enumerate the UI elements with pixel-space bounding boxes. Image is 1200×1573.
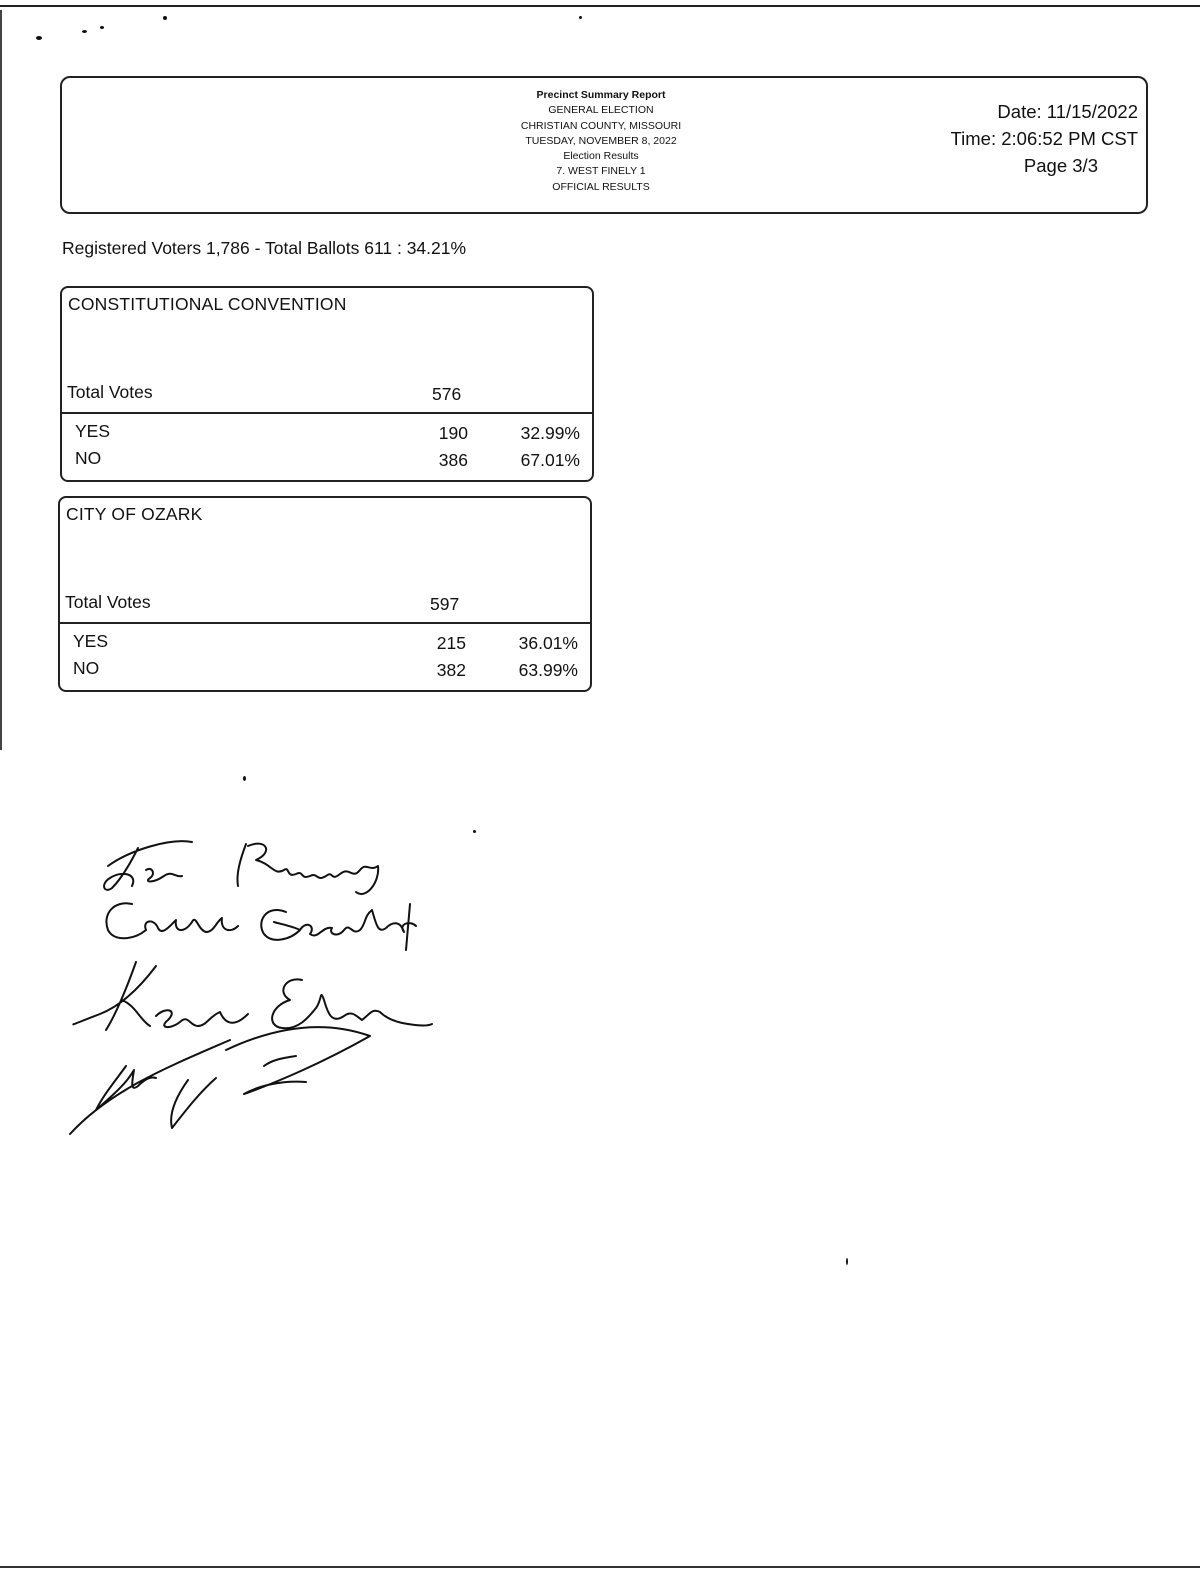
choice-label: NO [75,448,102,468]
scan-speck [846,1258,848,1265]
signatures [60,830,440,1150]
choice-label: YES [73,631,109,651]
choice-percent: 32.99% [520,423,580,443]
scan-speck [36,36,42,40]
total-votes-value: 576 [432,384,462,404]
report-time: Time: 2:06:52 PM CST [950,128,1138,149]
choice-votes: 382 [436,660,466,680]
contest-divider [60,622,590,624]
contest-box [60,286,594,482]
choice-row [60,658,590,684]
scan-edge-bottom [0,1566,1200,1568]
scan-speck [473,830,476,833]
county-name: CHRISTIAN COUNTY, MISSOURI [520,119,682,132]
report-meta [951,98,1138,179]
election-date: TUESDAY, NOVEMBER 8, 2022 [525,134,677,147]
report-title-block [392,88,810,195]
election-name: GENERAL ELECTION [548,104,654,117]
scan-speck [243,776,246,781]
choice-percent: 63.99% [518,660,578,680]
signature-3 [73,962,432,1030]
scan-speck [579,16,582,19]
contest-divider [62,412,592,414]
scan-speck [82,30,87,33]
choice-votes: 190 [438,423,468,443]
results-label: Election Results [563,150,639,163]
signature-4 [70,1027,370,1134]
signature-2 [106,903,416,950]
signature-1 [104,841,378,894]
page-number: Page 3/3 [1023,155,1098,176]
total-votes-row [60,592,590,616]
official-label: OFFICIAL RESULTS [552,180,650,193]
scan-speck [163,16,167,20]
report-header [60,76,1148,214]
total-votes-label: Total Votes [67,382,153,402]
choice-percent: 67.01% [520,450,580,470]
choice-votes: 215 [436,633,466,653]
contest-box [58,496,592,692]
contest-title: CONSTITUTIONAL CONVENTION [68,294,347,314]
total-votes-row [62,382,592,406]
scan-speck [100,26,104,29]
choice-percent: 36.01% [518,633,578,653]
contest-title: CITY OF OZARK [66,504,203,524]
total-votes-label: Total Votes [65,592,151,612]
choice-votes: 386 [438,450,468,470]
scan-edge-top [0,5,1200,7]
turnout-summary: Registered Voters 1,786 - Total Ballots 611 : 34.21% [62,238,467,258]
choice-row [60,631,590,657]
choice-row [62,448,592,474]
choice-row [62,421,592,447]
scan-edge-left [0,10,2,750]
precinct-name: 7. WEST FINELY 1 [556,165,646,178]
report-type: Precinct Summary Report [536,89,666,101]
total-votes-value: 597 [430,594,460,614]
report-date: Date: 11/15/2022 [997,101,1138,122]
choice-label: YES [75,421,111,441]
choice-label: NO [73,658,100,678]
